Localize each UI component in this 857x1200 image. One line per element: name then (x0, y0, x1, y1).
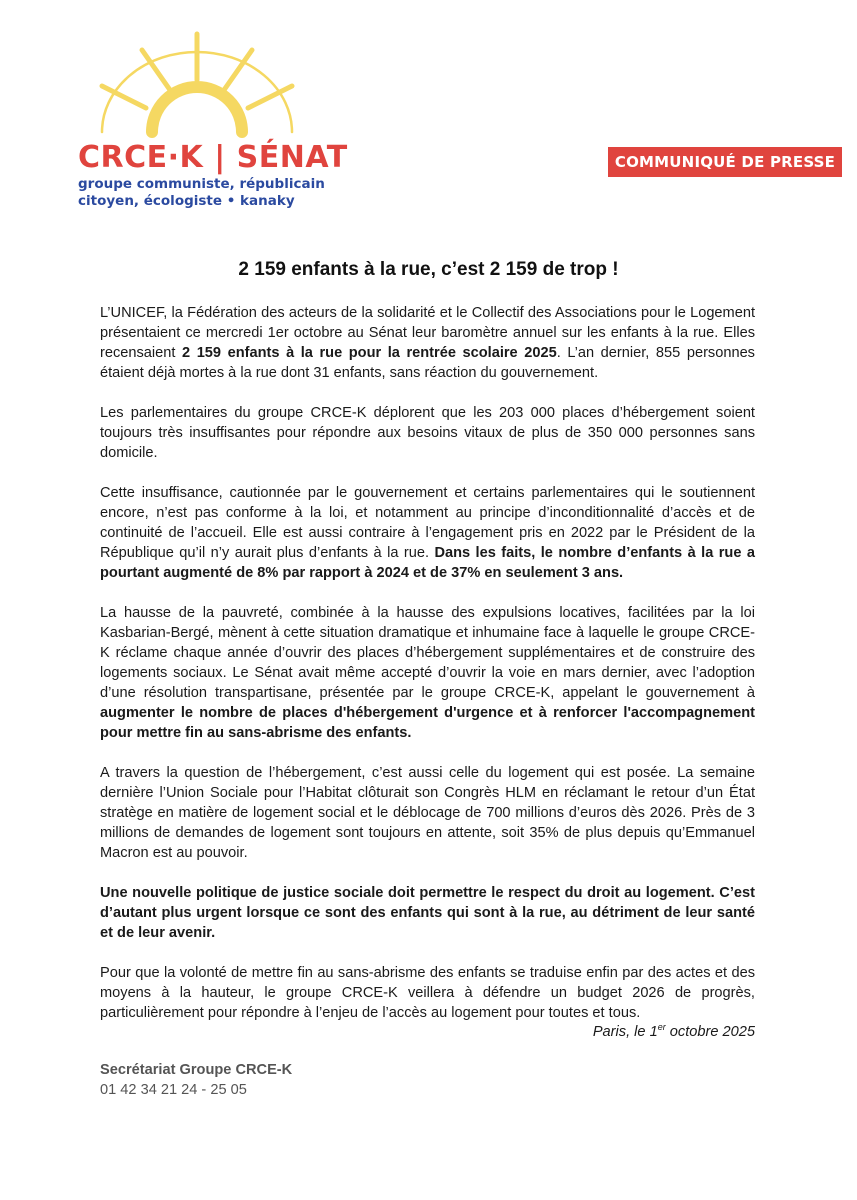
rising-sun-icon (78, 28, 328, 138)
text-segment: . L’an dernier, 855 personnes étaient déjà mortes à la rue dont 31 enfants, sans réaction du gouvernement. (100, 345, 755, 381)
text-segment: Les parlementaires du groupe CRCE-K déplorent que les 203 000 places d’hébergement soient toujours très insuffisantes pour répondre aux besoins vitaux de plus de 350 000 personnes sans domicile. (100, 405, 755, 461)
text-segment: Cette insuffisance, cautionnée par le gouvernement et certains parlementaires qui le soutiennent encore, n’est pas conforme à la loi, et notamment au principe d’inconditionnalité d’accès et de continuité de l’accueil. Elle est aussi contraire à l’engagement pris en 2022 par le Président de la République qu’il n’y aurait plus d’enfants à la rue. (100, 485, 755, 561)
text-segment: La hausse de la pauvreté, combinée à la hausse des expulsions locatives, facilitées par la loi Kasbarian-Bergé, mènent à cette situation dramatique et inhumaine face à laquelle le groupe CRCE-K réclame chaque année d’ouvrir des places d’hébergement supplémentaires et de construire des logements sociaux. Le Sénat avait même accepté d’ouvrir la voie en mars dernier, avec l’adoption d’une résolution transpartisane, présentée par le groupe CRCE-K, appelant le gouvernement à (100, 605, 755, 701)
text-segment: Pour que la volonté de mettre fin au sans-abrisme des enfants se traduise enfin par des actes et des moyens à la hauteur, le groupe CRCE-K veillera à défendre un budget 2026 de progrès, particulièrement pour répondre à l’enjeu de l’accès au logement pour toutes et tous. (100, 965, 755, 1021)
paragraph (100, 963, 755, 1023)
secretariat-name: Secrétariat Groupe CRCE-K (100, 1062, 293, 1078)
paragraph (100, 883, 755, 943)
date-suffix: octobre 2025 (665, 1023, 755, 1040)
document-date (593, 1022, 755, 1040)
press-release-badge: COMMUNIQUÉ DE PRESSE (608, 147, 842, 177)
crce-k-senat-logo (70, 28, 348, 218)
phone-number: 01 42 34 21 24 - 25 05 (100, 1082, 247, 1098)
bold-text-segment: 2 159 enfants à la rue pour la rentrée scolaire 2025 (182, 345, 557, 361)
logo-subtitle-line2: citoyen, écologiste • kanaky (78, 193, 295, 209)
paragraph (100, 763, 755, 863)
bold-text-segment: Dans les faits, le nombre d’enfants à la rue a pourtant augmenté de 8% par rapport à 2024 et de 37% en seulement 3 ans. (100, 545, 755, 581)
logo-subtitle-line1: groupe communiste, républicain (78, 176, 325, 192)
document-body (100, 303, 755, 1043)
paragraph (100, 303, 755, 383)
bold-text-segment: Une nouvelle politique de justice sociale doit permettre le respect du droit au logement. C’est d’autant plus urgent lorsque ce sont des enfants qui sont à la rue, au détriment de leur santé et de leur avenir. (100, 885, 755, 941)
logo-title: CRCE·K | SÉNAT (78, 140, 348, 175)
date-superscript: er (657, 1022, 666, 1032)
page-header (0, 0, 857, 240)
paragraph (100, 483, 755, 583)
text-segment: A travers la question de l’hébergement, c’est aussi celle du logement qui est posée. La semaine dernière l’Union Sociale pour l’Habitat clôturait son Congrès HLM en réclamant le retour d’un État stratège en matière de logement social et le déblocage de 700 millions d’euros dès 2026. Près de 3 millions de demandes de logement sont toujours en attente, soit 35% de plus depuis qu’Emmanuel Macron est au pouvoir. (100, 765, 755, 861)
date-prefix: Paris, le 1 (592, 1023, 658, 1040)
document-title: 2 159 enfants à la rue, c’est 2 159 de trop ! (238, 259, 619, 280)
contact-block (100, 1060, 292, 1100)
text-segment: L’UNICEF, la Fédération des acteurs de la solidarité et le Collectif des Associations pour le Logement présentaient ce mercredi 1er octobre au Sénat leur baromètre annuel sur les enfants à la rue. Elles recensaient (100, 305, 755, 361)
paragraph (100, 603, 755, 743)
bold-text-segment: augmenter le nombre de places d'hébergement d'urgence et à renforcer l'accompagnement pour mettre fin au sans-abrisme des enfants. (100, 705, 755, 741)
paragraph (100, 403, 755, 463)
